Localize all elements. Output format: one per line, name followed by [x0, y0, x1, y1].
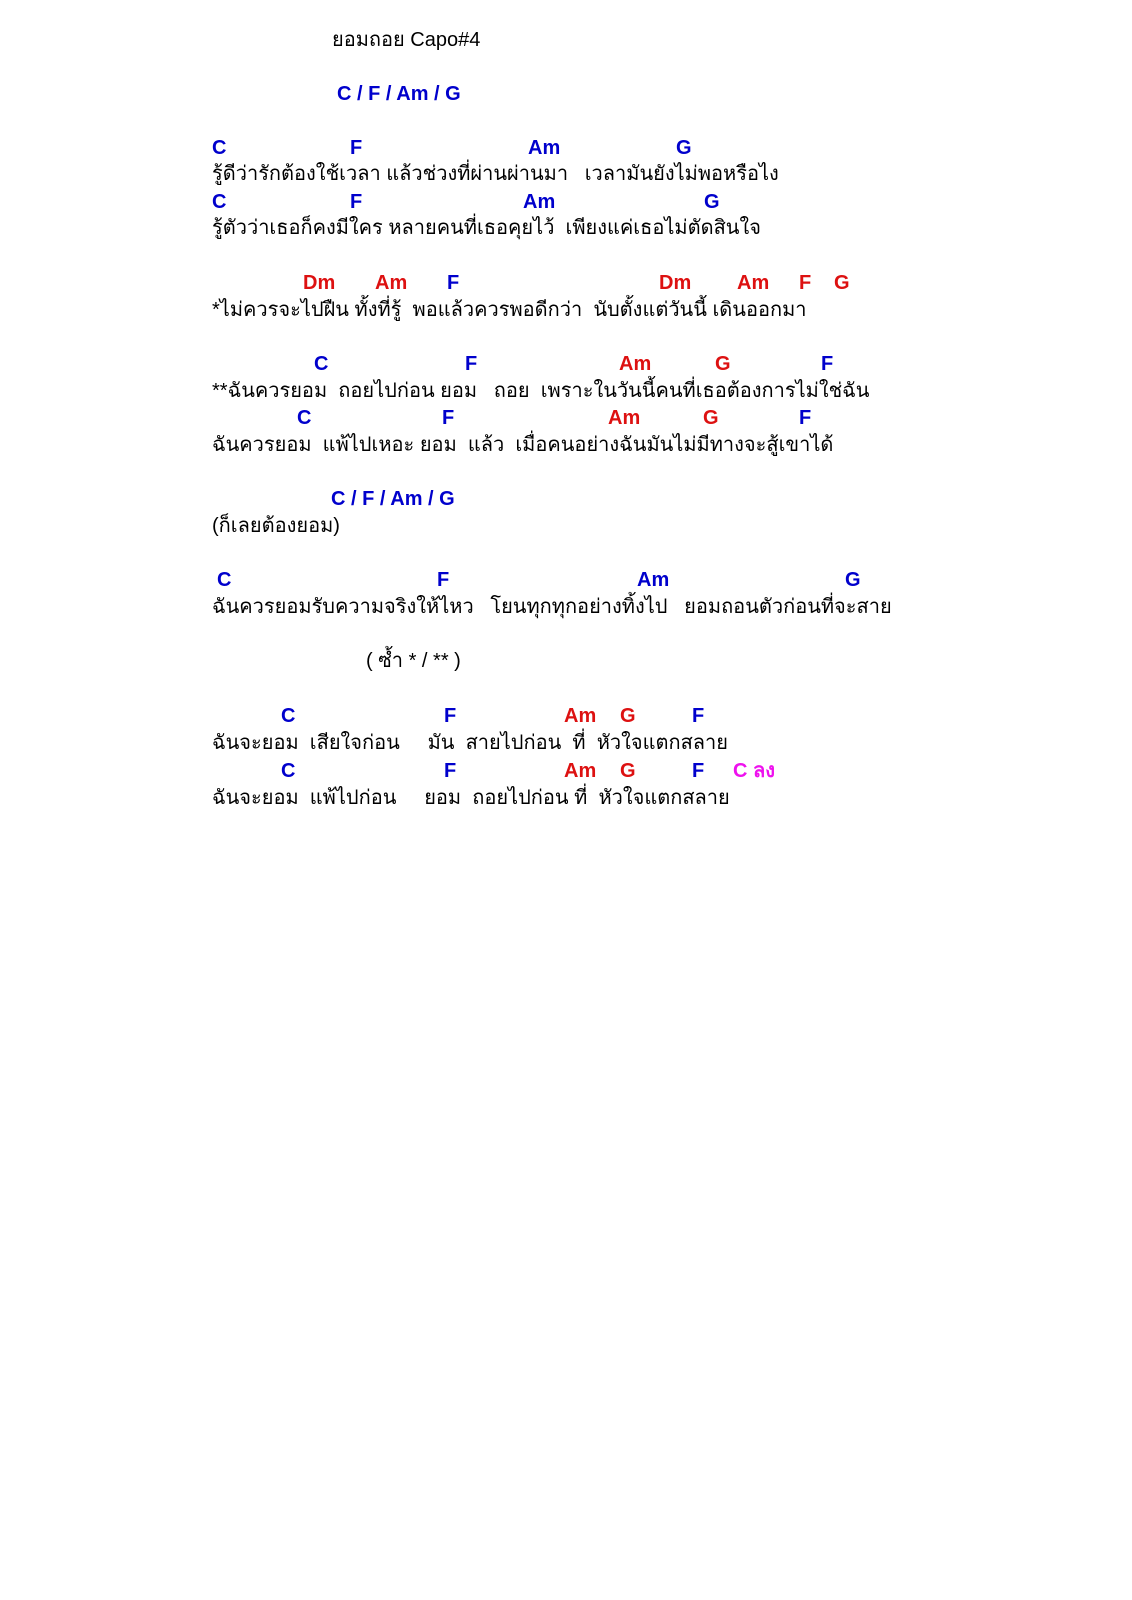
chord: C: [281, 760, 296, 782]
chord: C: [212, 191, 227, 213]
chord: G: [676, 137, 692, 159]
chord: G: [620, 760, 636, 782]
chord: Am: [619, 353, 652, 375]
chord: F: [465, 353, 478, 375]
chord: Am: [737, 272, 770, 294]
chord: C: [314, 353, 329, 375]
song-title: ยอมถอย Capo#4: [332, 29, 481, 51]
chord: F: [444, 705, 457, 727]
chord: F: [444, 760, 457, 782]
chord: F: [799, 272, 812, 294]
chord: C: [212, 137, 227, 159]
chord: Am: [523, 191, 556, 213]
chord: G: [704, 191, 720, 213]
chord: F: [799, 407, 812, 429]
lyric-line: ฉันควรยอม แพ้ไปเหอะ ยอม แล้ว เมื่อคนอย่างฉันมันไม่มีทางจะสู้เขาได้: [212, 434, 834, 456]
chord: G: [715, 353, 731, 375]
chord: F: [692, 760, 705, 782]
chord: Dm: [303, 272, 336, 294]
chord: Am: [528, 137, 561, 159]
chord: F: [437, 569, 450, 591]
chord: F: [350, 191, 363, 213]
lyric-line: *ไม่ควรจะไปฝืน ทั้งที่รู้ พอแล้วควรพอดีกว่า นับตั้งแต่วันนี้ เดินออกมา: [212, 299, 807, 321]
lyric-line: ฉันควรยอมรับความจริงให้ไหว โยนทุกทุกอย่างทิ้งไป ยอมถอนตัวก่อนที่จะสาย: [212, 596, 892, 618]
lyric-line: **ฉันควรยอม ถอยไปก่อน ยอม ถอย เพราะในวันนี้คนที่เธอต้องการไม่ใช่ฉัน: [212, 380, 870, 402]
interlude-chords: C / F / Am / G: [331, 488, 455, 510]
repeat-note: ( ซ้ำ * / ** ): [366, 650, 461, 672]
chord: Am: [375, 272, 408, 294]
lyric-line: ฉันจะยอม แพ้ไปก่อน ยอม ถอยไปก่อน ที่ หัวใจแตกสลาย: [212, 787, 730, 809]
chord: G: [834, 272, 850, 294]
chord: Am: [608, 407, 641, 429]
chord: C: [217, 569, 232, 591]
chord: C: [281, 705, 296, 727]
chord: G: [620, 705, 636, 727]
chord: F: [350, 137, 363, 159]
chord: F: [442, 407, 455, 429]
chord: F: [692, 705, 705, 727]
chord-ending: C ลง: [733, 760, 776, 782]
lyric-line: รู้ตัวว่าเธอก็คงมีใคร หลายคนที่เธอคุยไว้ เพียงแค่เธอไม่ตัดสินใจ: [212, 217, 761, 239]
chord: F: [821, 353, 834, 375]
chord: G: [703, 407, 719, 429]
chord: G: [845, 569, 861, 591]
chord: Am: [637, 569, 670, 591]
intro-chords: C / F / Am / G: [337, 83, 461, 105]
chord: C: [297, 407, 312, 429]
chord: F: [447, 272, 460, 294]
lyric-line: รู้ดีว่ารักต้องใช้เวลา แล้วช่วงที่ผ่านผ่านมา เวลามันยังไม่พอหรือไง: [212, 163, 779, 185]
lyric-line: ฉันจะยอม เสียใจก่อน มัน สายไปก่อน ที่ หัวใจแตกสลาย: [212, 732, 728, 754]
chord: Dm: [659, 272, 692, 294]
chord: Am: [564, 705, 597, 727]
chord: Am: [564, 760, 597, 782]
lyric-line: (ก็เลยต้องยอม): [212, 515, 340, 537]
